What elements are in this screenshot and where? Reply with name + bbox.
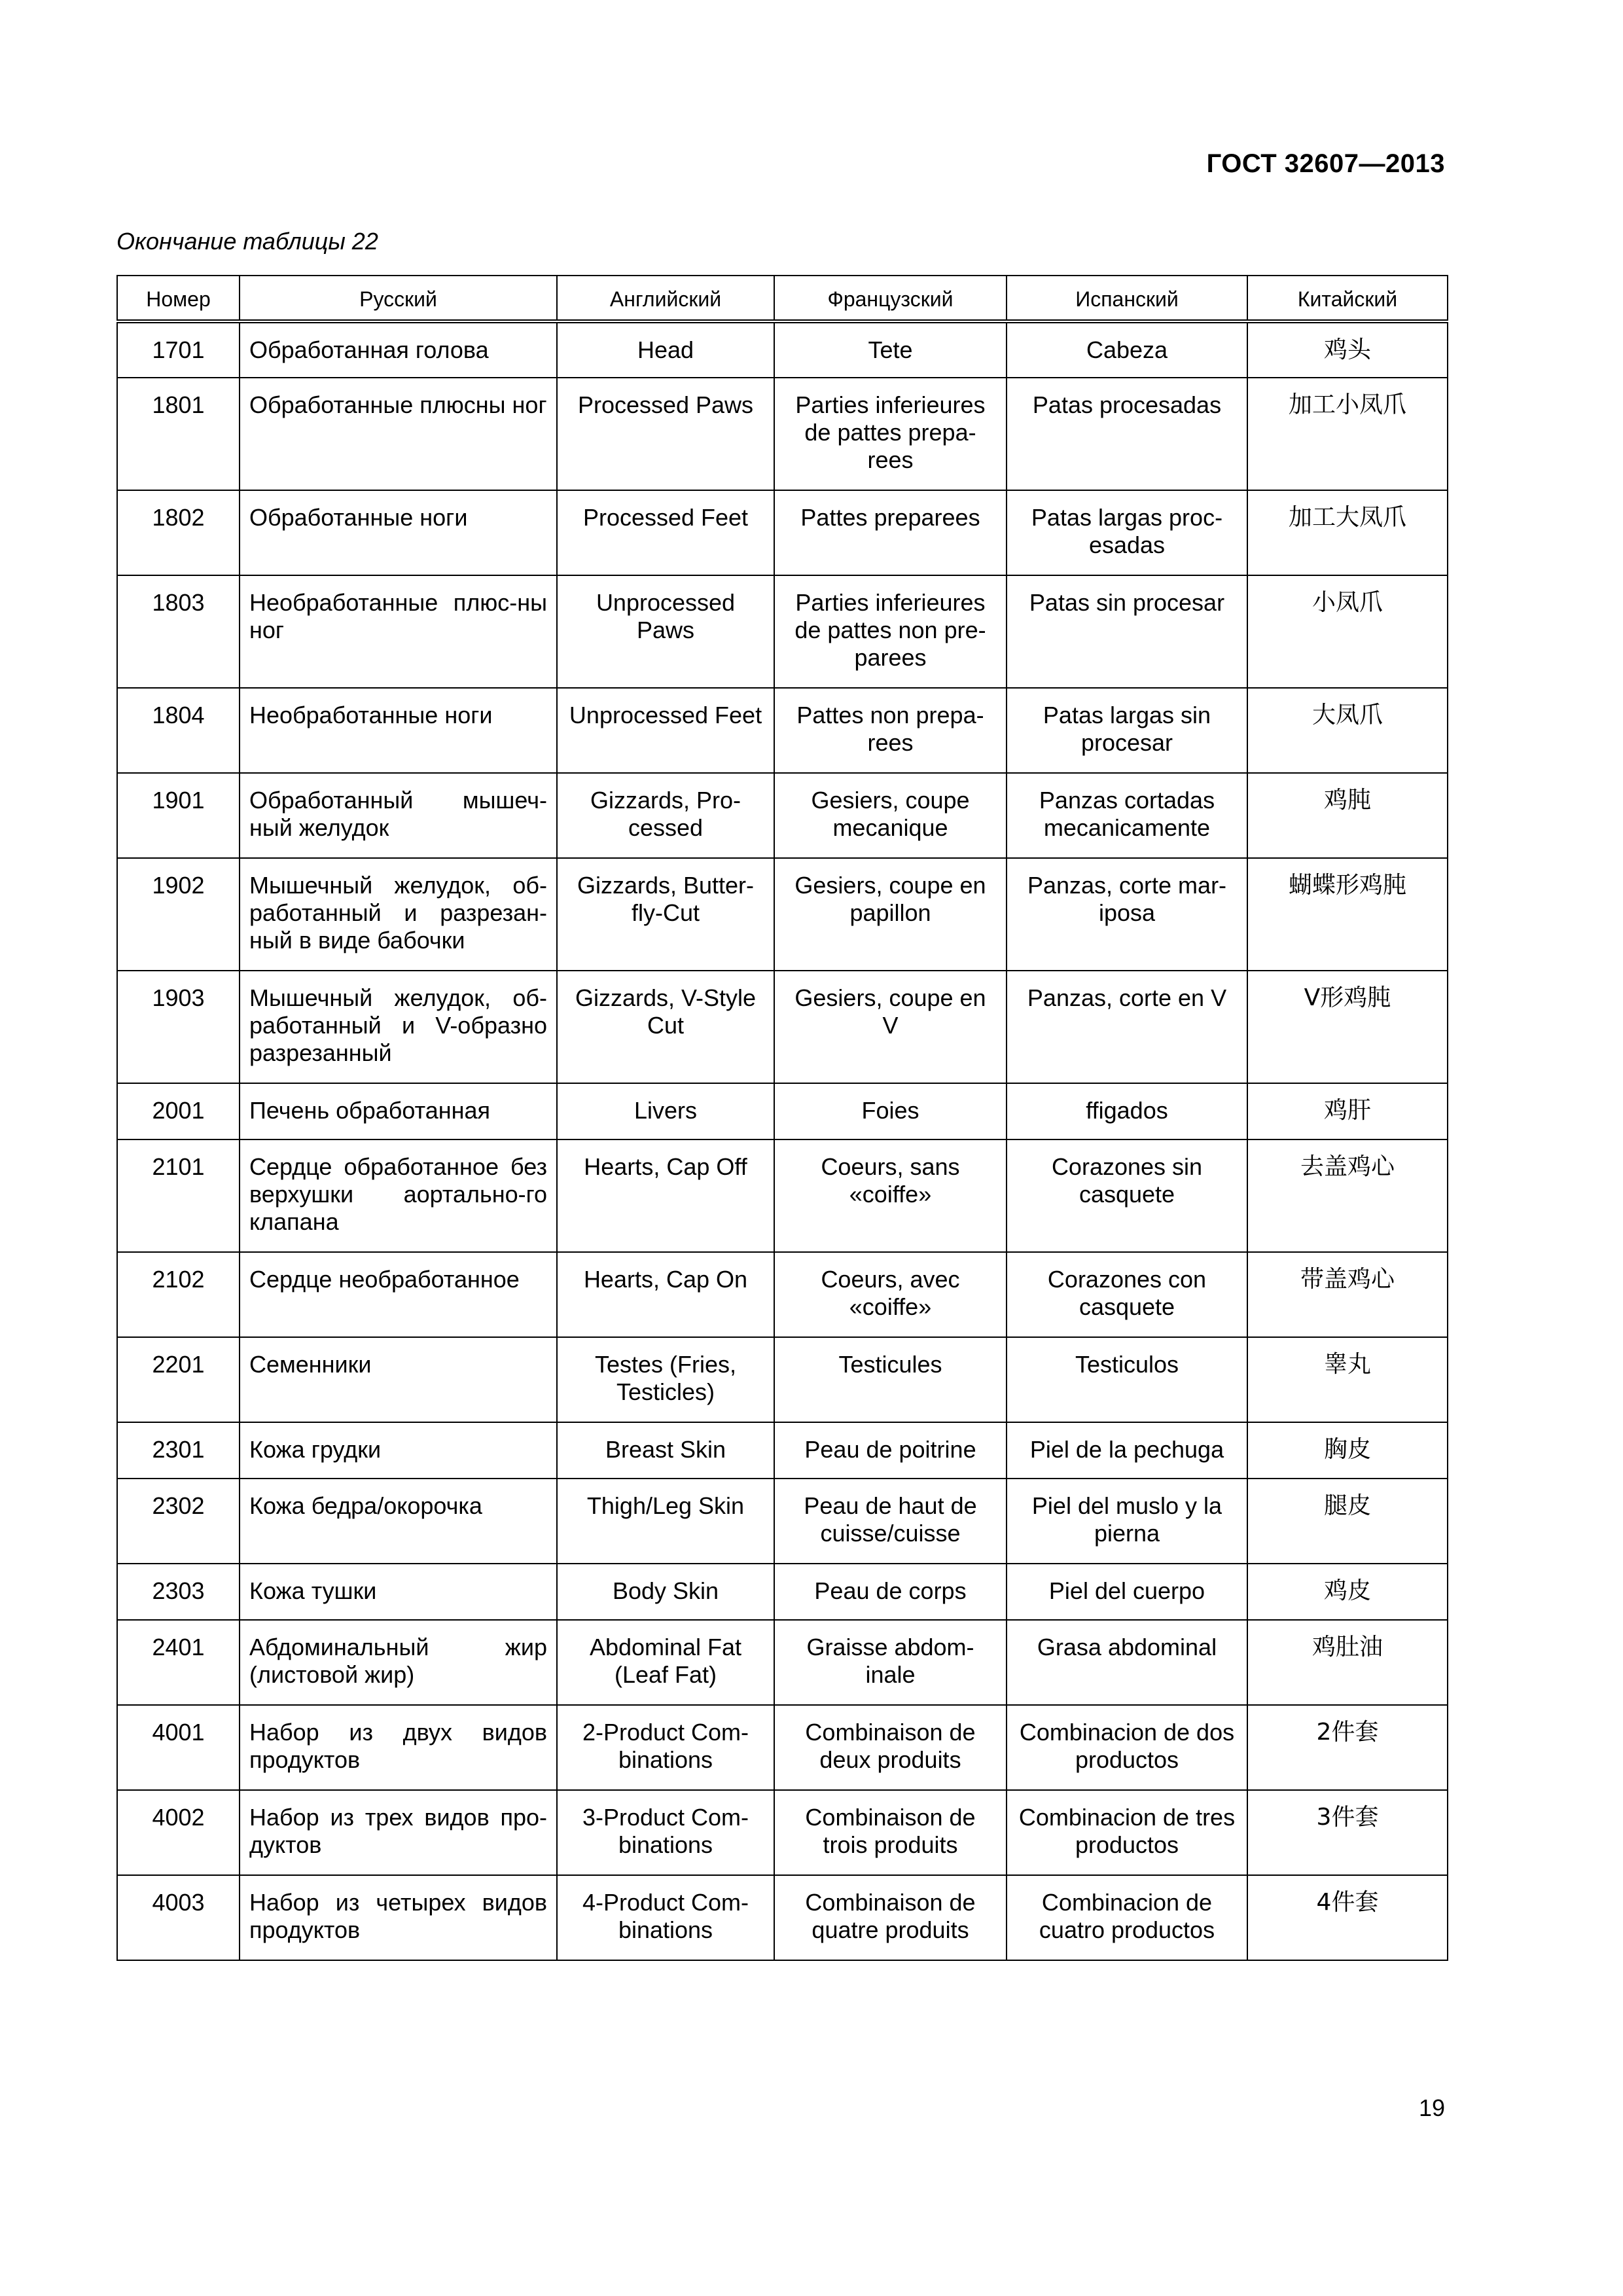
cell-number: 4001 <box>117 1705 240 1790</box>
cell-spanish: Combinacion de tres productos <box>1007 1790 1247 1875</box>
cell-french: Combinaison de deux produits <box>774 1705 1007 1790</box>
cell-chinese: 3件套 <box>1247 1790 1448 1875</box>
table-header-row <box>117 276 1448 321</box>
cell-french: Graisse abdom-inale <box>774 1620 1007 1705</box>
table-row <box>117 1790 1448 1875</box>
cell-spanish: Panzas cortadas mecanicamente <box>1007 773 1247 858</box>
cell-russian: Набор из четырех видов продуктов <box>240 1875 557 1960</box>
table-caption: Окончание таблицы 22 <box>116 228 378 255</box>
column-header-number: Номер <box>117 276 240 321</box>
cell-russian: Сердце обработанное без верхушки аортально-го клапана <box>240 1139 557 1252</box>
cell-number: 1803 <box>117 575 240 688</box>
cell-french: Peau de corps <box>774 1564 1007 1620</box>
cell-number: 1804 <box>117 688 240 773</box>
cell-english: Gizzards, Pro-cessed <box>557 773 774 858</box>
cell-chinese: 鸡头 <box>1247 321 1448 378</box>
cell-spanish: Patas sin procesar <box>1007 575 1247 688</box>
cell-number: 2301 <box>117 1422 240 1479</box>
cell-number: 2101 <box>117 1139 240 1252</box>
cell-english: Hearts, Cap Off <box>557 1139 774 1252</box>
cell-english: Thigh/Leg Skin <box>557 1479 774 1564</box>
cell-spanish: Grasa abdominal <box>1007 1620 1247 1705</box>
table-row <box>117 1422 1448 1479</box>
cell-french: Gesiers, coupe en V <box>774 971 1007 1083</box>
table-row <box>117 1083 1448 1139</box>
cell-chinese: 加工大凤爪 <box>1247 490 1448 575</box>
table-row <box>117 1705 1448 1790</box>
cell-spanish: Panzas, corte mar-iposa <box>1007 858 1247 971</box>
cell-spanish: Piel del muslo y la pierna <box>1007 1479 1247 1564</box>
table-row <box>117 688 1448 773</box>
cell-english: Body Skin <box>557 1564 774 1620</box>
cell-spanish: Combinacion de dos productos <box>1007 1705 1247 1790</box>
cell-russian: Абдоминальный жир (листовой жир) <box>240 1620 557 1705</box>
cell-number: 4002 <box>117 1790 240 1875</box>
cell-english: Hearts, Cap On <box>557 1252 774 1337</box>
cell-chinese: V形鸡肫 <box>1247 971 1448 1083</box>
cell-spanish: Piel de la pechuga <box>1007 1422 1247 1479</box>
cell-number: 4003 <box>117 1875 240 1960</box>
cell-russian: Мышечный желудок, об-работанный и V-образно разрезанный <box>240 971 557 1083</box>
cell-chinese: 蝴蝶形鸡肫 <box>1247 858 1448 971</box>
cell-chinese: 鸡肚油 <box>1247 1620 1448 1705</box>
table-row <box>117 773 1448 858</box>
cell-russian: Печень обработанная <box>240 1083 557 1139</box>
table-row <box>117 1564 1448 1620</box>
cell-french: Pattes preparees <box>774 490 1007 575</box>
cell-russian: Кожа бедра/окорочка <box>240 1479 557 1564</box>
column-header-russian: Русский <box>240 276 557 321</box>
cell-spanish: Combinacion de cuatro productos <box>1007 1875 1247 1960</box>
cell-chinese: 睾丸 <box>1247 1337 1448 1422</box>
cell-number: 2201 <box>117 1337 240 1422</box>
cell-french: Peau de haut de cuisse/cuisse <box>774 1479 1007 1564</box>
cell-number: 2302 <box>117 1479 240 1564</box>
cell-english: Breast Skin <box>557 1422 774 1479</box>
cell-spanish: Testiculos <box>1007 1337 1247 1422</box>
cell-french: Parties inferieures de pattes non pre-parees <box>774 575 1007 688</box>
cell-number: 1901 <box>117 773 240 858</box>
column-header-english: Английский <box>557 276 774 321</box>
cell-spanish: Panzas, corte en V <box>1007 971 1247 1083</box>
cell-chinese: 小凤爪 <box>1247 575 1448 688</box>
table-row <box>117 858 1448 971</box>
cell-russian: Набор из трех видов про-дуктов <box>240 1790 557 1875</box>
cell-french: Combinaison de quatre produits <box>774 1875 1007 1960</box>
cell-russian: Кожа грудки <box>240 1422 557 1479</box>
cell-chinese: 鸡肫 <box>1247 773 1448 858</box>
cell-chinese: 鸡肝 <box>1247 1083 1448 1139</box>
table-row <box>117 1139 1448 1252</box>
cell-french: Gesiers, coupe en papillon <box>774 858 1007 971</box>
cell-spanish: Cabeza <box>1007 321 1247 378</box>
cell-chinese: 去盖鸡心 <box>1247 1139 1448 1252</box>
cell-spanish: Piel del cuerpo <box>1007 1564 1247 1620</box>
table-row <box>117 1875 1448 1960</box>
cell-french: Coeurs, sans «coiffe» <box>774 1139 1007 1252</box>
cell-chinese: 2件套 <box>1247 1705 1448 1790</box>
cell-english: Gizzards, Butter-fly-Cut <box>557 858 774 971</box>
cell-russian: Обработанные ноги <box>240 490 557 575</box>
cell-english: 4-Product Com-binations <box>557 1875 774 1960</box>
column-header-chinese: Китайский <box>1247 276 1448 321</box>
cell-chinese: 4件套 <box>1247 1875 1448 1960</box>
cell-russian: Сердце необработанное <box>240 1252 557 1337</box>
cell-number: 1902 <box>117 858 240 971</box>
cell-english: Unprocessed Feet <box>557 688 774 773</box>
table-body <box>117 321 1448 1960</box>
table-row <box>117 1252 1448 1337</box>
column-header-spanish: Испанский <box>1007 276 1247 321</box>
cell-number: 1903 <box>117 971 240 1083</box>
cell-russian: Необработанные ноги <box>240 688 557 773</box>
cell-spanish: ffigados <box>1007 1083 1247 1139</box>
cell-english: Unprocessed Paws <box>557 575 774 688</box>
cell-spanish: Patas largas proc-esadas <box>1007 490 1247 575</box>
cell-chinese: 大凤爪 <box>1247 688 1448 773</box>
table-row <box>117 321 1448 378</box>
cell-french: Parties inferieures de pattes prepa-rees <box>774 378 1007 490</box>
cell-french: Combinaison de trois produits <box>774 1790 1007 1875</box>
cell-french: Peau de poitrine <box>774 1422 1007 1479</box>
cell-english: Head <box>557 321 774 378</box>
cell-number: 2102 <box>117 1252 240 1337</box>
translation-table <box>116 275 1448 1961</box>
cell-number: 1802 <box>117 490 240 575</box>
cell-number: 2401 <box>117 1620 240 1705</box>
table-row <box>117 1479 1448 1564</box>
document-code: ГОСТ 32607—2013 <box>1206 149 1445 178</box>
cell-english: 2-Product Com-binations <box>557 1705 774 1790</box>
cell-english: Processed Paws <box>557 378 774 490</box>
cell-spanish: Corazones sin casquete <box>1007 1139 1247 1252</box>
cell-russian: Обработанная голова <box>240 321 557 378</box>
cell-chinese: 胸皮 <box>1247 1422 1448 1479</box>
cell-number: 1701 <box>117 321 240 378</box>
cell-french: Testicules <box>774 1337 1007 1422</box>
cell-chinese: 腿皮 <box>1247 1479 1448 1564</box>
cell-spanish: Patas procesadas <box>1007 378 1247 490</box>
cell-russian: Семенники <box>240 1337 557 1422</box>
cell-number: 1801 <box>117 378 240 490</box>
cell-chinese: 鸡皮 <box>1247 1564 1448 1620</box>
table-row <box>117 1337 1448 1422</box>
cell-russian: Набор из двух видов продуктов <box>240 1705 557 1790</box>
table-row <box>117 490 1448 575</box>
cell-english: Gizzards, V-Style Cut <box>557 971 774 1083</box>
cell-english: Livers <box>557 1083 774 1139</box>
table-row <box>117 1620 1448 1705</box>
cell-french: Gesiers, coupe mecanique <box>774 773 1007 858</box>
cell-russian: Обработанный мышеч-ный желудок <box>240 773 557 858</box>
cell-english: 3-Product Com-binations <box>557 1790 774 1875</box>
cell-russian: Необработанные плюс-ны ног <box>240 575 557 688</box>
cell-french: Foies <box>774 1083 1007 1139</box>
cell-number: 2001 <box>117 1083 240 1139</box>
cell-english: Testes (Fries, Testicles) <box>557 1337 774 1422</box>
cell-french: Coeurs, avec «coiffe» <box>774 1252 1007 1337</box>
cell-chinese: 带盖鸡心 <box>1247 1252 1448 1337</box>
cell-chinese: 加工小凤爪 <box>1247 378 1448 490</box>
cell-english: Processed Feet <box>557 490 774 575</box>
cell-russian: Обработанные плюсны ног <box>240 378 557 490</box>
column-header-french: Французский <box>774 276 1007 321</box>
cell-english: Abdominal Fat (Leaf Fat) <box>557 1620 774 1705</box>
cell-spanish: Corazones con casquete <box>1007 1252 1247 1337</box>
page-number: 19 <box>1418 2094 1445 2121</box>
table-row <box>117 971 1448 1083</box>
cell-spanish: Patas largas sin procesar <box>1007 688 1247 773</box>
cell-french: Tete <box>774 321 1007 378</box>
cell-number: 2303 <box>117 1564 240 1620</box>
table-row <box>117 378 1448 490</box>
cell-russian: Мышечный желудок, об-работанный и разрезан-ный в виде бабочки <box>240 858 557 971</box>
cell-french: Pattes non prepa-rees <box>774 688 1007 773</box>
cell-russian: Кожа тушки <box>240 1564 557 1620</box>
table-row <box>117 575 1448 688</box>
